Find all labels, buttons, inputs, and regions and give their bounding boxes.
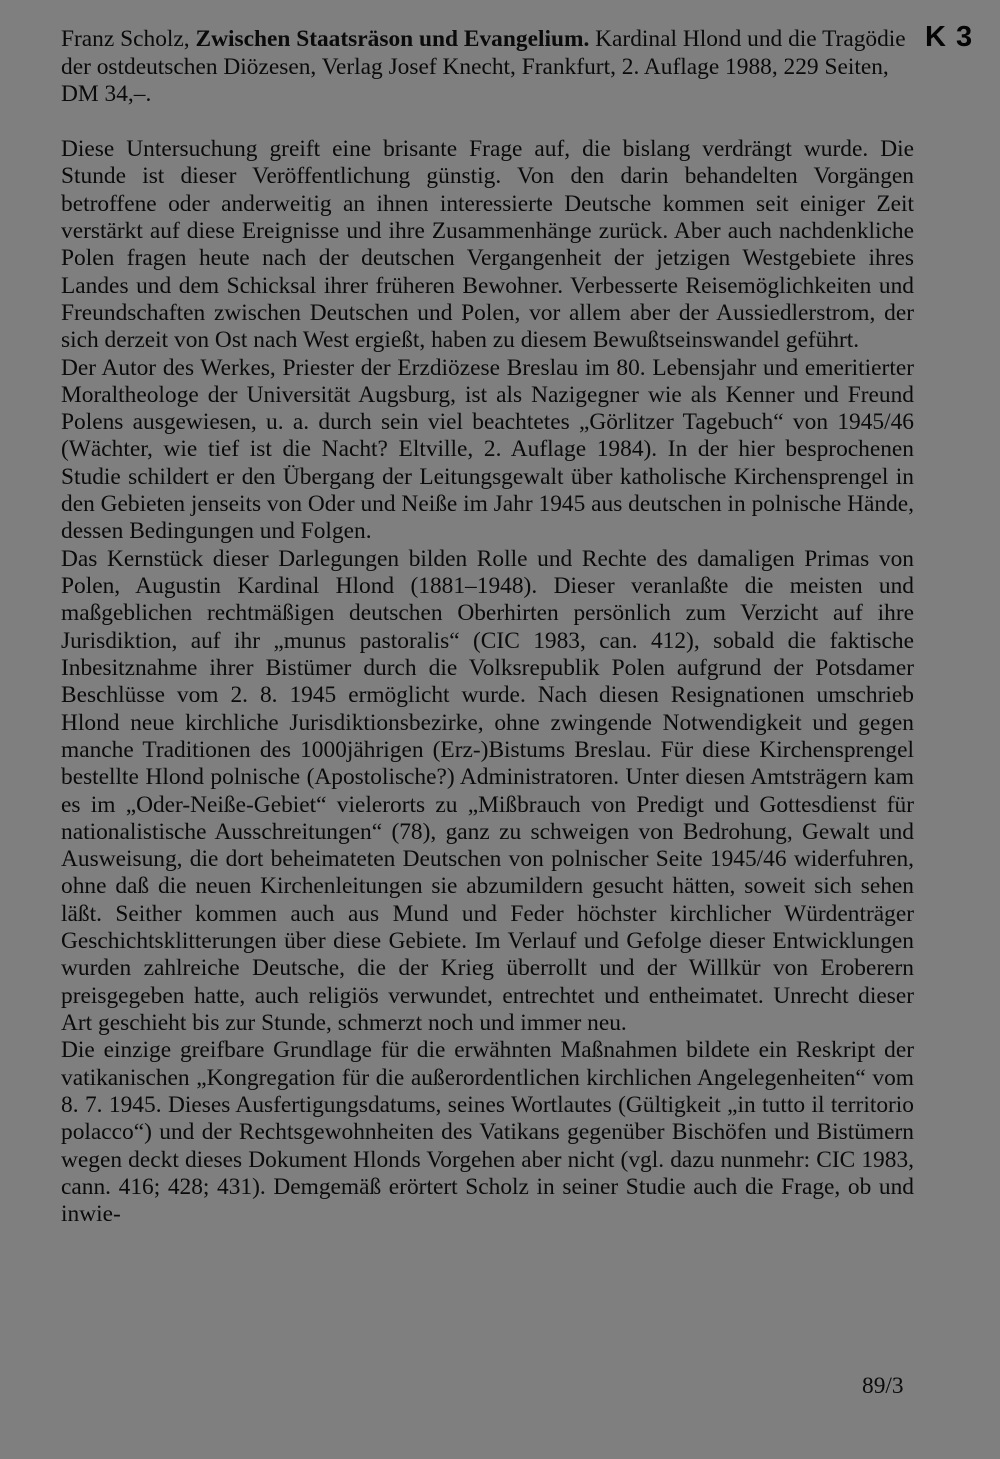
citation-title: Zwischen Staatsräson und Evangelium.: [195, 26, 590, 52]
section-code: K 3: [925, 21, 974, 53]
paragraph: Die einzige greifbare Grundlage für die erwähnten Maßnahmen bildete ein Reskript der vatikanischen „Kongregation für die außerordentlichen kirchlichen Angelegenheiten“ vom 8. 7. 1945. Dieses Ausfertigungsdatums, seines Wortlautes (Gültigkeit „in tutto il territorio polacco“) und der Rechtsgewohnheiten des Vatikans gegenüber Bischöfen und Bistümern wegen deckt dieses Dokument Hlonds Vorgehen aber nicht (vgl. dazu nunmehr: CIC 1983, cann. 416; 428; 431). Demgemäß erörtert Scholz in seiner Studie auch die Frage, ob und inwie-: [61, 1037, 914, 1228]
citation-author: Franz Scholz,: [61, 26, 196, 52]
paragraph: Der Autor des Werkes, Priester der Erzdiözese Breslau im 80. Lebensjahr und emeritierter Moraltheologe der Universität Augsburg, ist als Nazigegner wie als Kenner und Freund Polens ausgewiesen, u. a. durch sein viel beachtetes „Görlitzer Tagebuch“ von 1945/46 (Wächter, wie tief ist die Nacht? Eltville, 2. Auflage 1984). In der hier besprochenen Studie schildert er den Übergang der Leitungsgewalt über katholische Kirchensprengel in den Gebieten jenseits von Oder und Neiße im Jahr 1945 aus deutschen in polnische Hände, dessen Bedingungen und Folgen.: [61, 354, 914, 545]
book-citation: [61, 26, 916, 109]
review-body: [61, 136, 914, 1229]
citation-details: Kardinal Hlond und die Tragödie der ostdeutschen Diözesen, Verlag Josef Knecht, Frankfurt, 2. Auflage 1988, 229 Seiten, DM 34,–.: [61, 26, 906, 107]
paragraph: Das Kernstück dieser Darlegungen bilden Rolle und Rechte des damaligen Primas von Polen, Augustin Kardinal Hlond (1881–1948). Dieser veranlaßte die meisten und maßgeblichen rechtmäßigen deutschen Oberhirten persönlich zum Verzicht auf ihre Jurisdiktion, auf ihr „munus pastoralis“ (CIC 1983, can. 412), sobald die faktische Inbesitznahme ihrer Bistümer durch die Volksrepublik Polen aufgrund der Potsdamer Beschlüsse vom 2. 8. 1945 ermöglicht wurde. Nach diesen Resignationen umschrieb Hlond neue kirchliche Jurisdiktionsbezirke, ohne zwingende Notwendigkeit und gegen manche Traditionen des 1000jährigen (Erz-)Bistums Breslau. Für diese Kirchensprengel bestellte Hlond polnische (Apostolische?) Administratoren. Unter diesen Amtsträgern kam es im „Oder-Neiße-Gebiet“ vielerorts zu „Mißbrauch von Predigt und Gottesdienst für nationalistische Ausschreitungen“ (78), ganz zu schweigen von Bedrohung, Gewalt und Ausweisung, die dort beheimateten Deutschen von polnischer Seite 1945/46 widerfuhren, ohne daß die neuen Kirchenleitungen sie abzumildern gesucht hätten, soweit sich sehen läßt. Seither kommen auch aus Mund und Feder höchster kirchlicher Würdenträger Geschichtsklitterungen über diese Gebiete. Im Verlauf und Gefolge dieser Entwicklungen wurden zahlreiche Deutsche, die der Krieg überrollt und der Willkür von Eroberern preisgegeben hatte, auch religiös verwundet, entrechtet und entheimatet. Unrecht dieser Art geschieht bis zur Stunde, schmerzt noch und immer neu.: [61, 545, 914, 1036]
page-number: 89/3: [862, 1373, 904, 1399]
paragraph: Diese Untersuchung greift eine brisante Frage auf, die bislang verdrängt wurde. Die Stunde ist dieser Veröffentlichung günstig. Von den darin behandelten Vorgängen betroffene oder anderweitig an ihnen interessierte Deutsche kommen seit einiger Zeit verstärkt auf diese Ereignisse und ihre Zusammenhänge zurück. Aber auch nachdenkliche Polen fragen heute nach der deutschen Vergangenheit der jetzigen Westgebiete ihres Landes und dem Schicksal ihrer früheren Bewohner. Verbesserte Reisemöglichkeiten und Freundschaften zwischen Deutschen und Polen, vor allem aber der Aussiedlerstrom, der sich derzeit von Ost nach West ergießt, haben zu diesem Bewußtseinswandel geführt.: [61, 136, 914, 354]
